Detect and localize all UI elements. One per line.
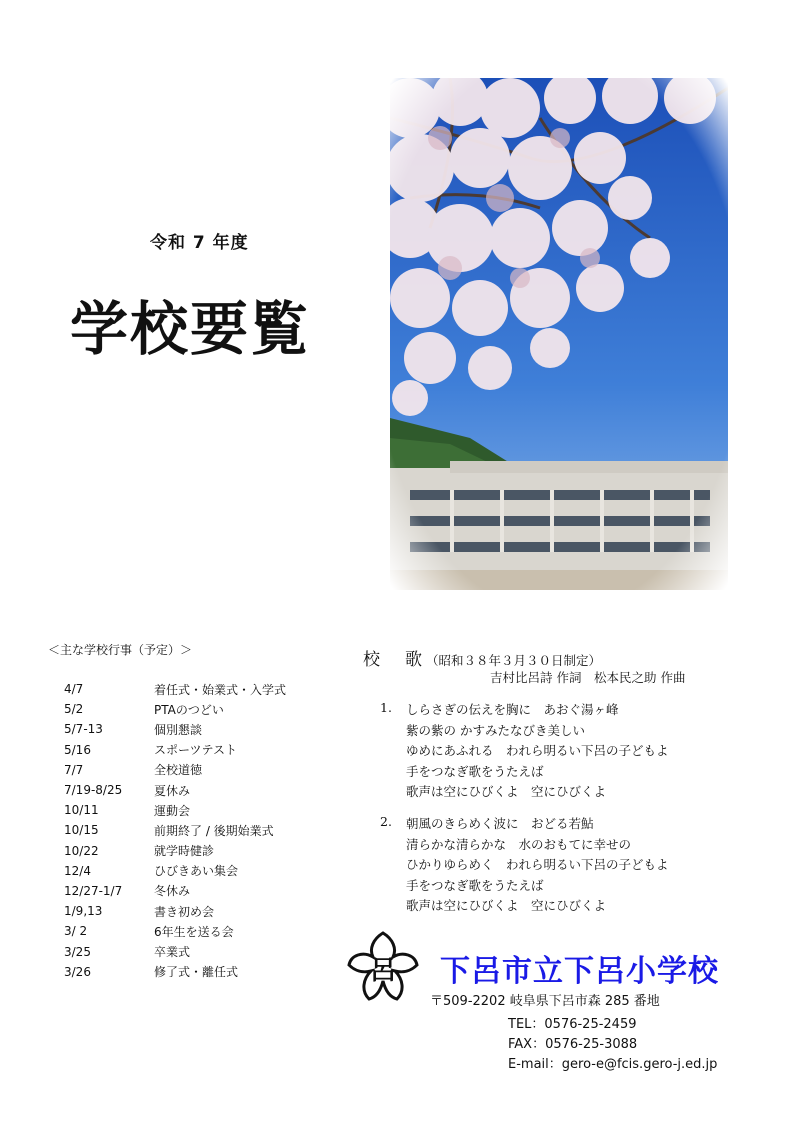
- event-name: 個別懇談: [154, 722, 203, 737]
- event-date: 5/7-13: [64, 722, 103, 737]
- event-row: [64, 800, 354, 820]
- verse-line: 清らかな清らかな 水のおもてに幸せの: [406, 836, 632, 852]
- song-verse: [380, 814, 669, 917]
- event-name: 着任式・始業式・入学式: [154, 682, 287, 697]
- event-date: 3/ 2: [64, 924, 88, 939]
- school-photo: [390, 78, 728, 590]
- event-name: 卒業式: [154, 945, 191, 960]
- event-name: 前期終了 / 後期始業式: [154, 823, 274, 838]
- verse-number: 2.: [380, 814, 392, 829]
- event-name: 修了式・離任式: [154, 965, 239, 980]
- event-row: [64, 719, 354, 739]
- event-name: 全校道徳: [154, 763, 203, 778]
- event-date: 7/7: [64, 762, 84, 777]
- school-email[interactable]: E-mail：gero-e@fcis.gero-j.ed.jp: [508, 1057, 718, 1072]
- event-name: 夏休み: [154, 783, 191, 798]
- event-row: [64, 861, 354, 881]
- verse-line: 手をつなぎ歌をうたえば: [406, 877, 544, 893]
- fiscal-year: 令和 7 年度: [150, 233, 249, 253]
- school-fax: FAX：0576-25-3088: [508, 1037, 638, 1052]
- event-date: 5/16: [64, 742, 91, 757]
- event-date: 12/4: [64, 863, 91, 878]
- event-date: 1/9,13: [64, 904, 103, 919]
- school-emblem-icon: [344, 930, 422, 1008]
- events-heading: ＜主な学校行事（予定）＞: [48, 643, 193, 657]
- event-row: [64, 921, 354, 941]
- verse-line: 朝風のきらめく波に おどる若鮎: [406, 816, 594, 831]
- event-date: 3/25: [64, 944, 91, 959]
- event-row: [64, 679, 354, 699]
- event-row: [64, 820, 354, 840]
- school-song-credit: 吉村比呂詩 作詞 松本民之助 作曲: [490, 670, 686, 685]
- event-name: 就学時健診: [154, 844, 215, 859]
- verse-line: ひかりゆらめく われら明るい下呂の子どもよ: [406, 857, 669, 872]
- school-song-header: [363, 645, 601, 670]
- event-name: ひびきあい集会: [154, 864, 239, 879]
- verse-line: ゆめにあふれる われら明るい下呂の子どもよ: [406, 743, 669, 758]
- event-date: 5/2: [64, 702, 84, 717]
- event-name: スポーツテスト: [154, 743, 238, 758]
- event-date: 10/11: [64, 803, 99, 818]
- event-row: [64, 941, 354, 961]
- event-date: 10/22: [64, 843, 99, 858]
- event-date: 4/7: [64, 682, 84, 697]
- events-list: [64, 679, 354, 982]
- event-date: 12/27-1/7: [64, 883, 123, 898]
- event-name: 冬休み: [154, 884, 191, 899]
- school-address: 〒509-2202 岐阜県下呂市森 285 番地: [430, 994, 660, 1009]
- verse-line: しらさぎの伝えを胸に あおぐ湯ヶ峰: [406, 702, 619, 717]
- school-tel: TEL：0576-25-2459: [508, 1017, 637, 1032]
- event-name: 書き初め会: [154, 904, 215, 919]
- verse-line: 手をつなぎ歌をうたえば: [406, 763, 544, 779]
- event-date: 7/19-8/25: [64, 783, 123, 798]
- event-row: [64, 962, 354, 982]
- event-row: [64, 901, 354, 921]
- event-row: [64, 760, 354, 780]
- event-date: 3/26: [64, 964, 91, 979]
- event-name: 運動会: [154, 803, 191, 818]
- song-verse: [380, 700, 669, 803]
- event-row: [64, 740, 354, 760]
- emblem-character: 呂: [369, 956, 397, 986]
- verse-number: 1.: [380, 700, 392, 715]
- verse-line: 歌声は空にひびくよ 空にひびくよ: [406, 898, 607, 913]
- event-row: [64, 699, 354, 719]
- event-name: PTAのつどい: [154, 702, 224, 717]
- school-song-title: 校 歌: [363, 650, 426, 670]
- document-title: 学校要覧: [70, 295, 311, 363]
- event-row: [64, 841, 354, 861]
- event-row: [64, 780, 354, 800]
- school-name: 下呂市立下呂小学校: [440, 954, 719, 989]
- verse-line: 歌声は空にひびくよ 空にひびくよ: [406, 784, 607, 799]
- school-song-established: （昭和３８年３月３０日制定）: [426, 653, 602, 668]
- event-name: 6年生を送る会: [154, 924, 234, 939]
- event-date: 10/15: [64, 823, 99, 838]
- verse-line: 紫の紫の かすみたなびき美しい: [406, 722, 585, 738]
- event-row: [64, 881, 354, 901]
